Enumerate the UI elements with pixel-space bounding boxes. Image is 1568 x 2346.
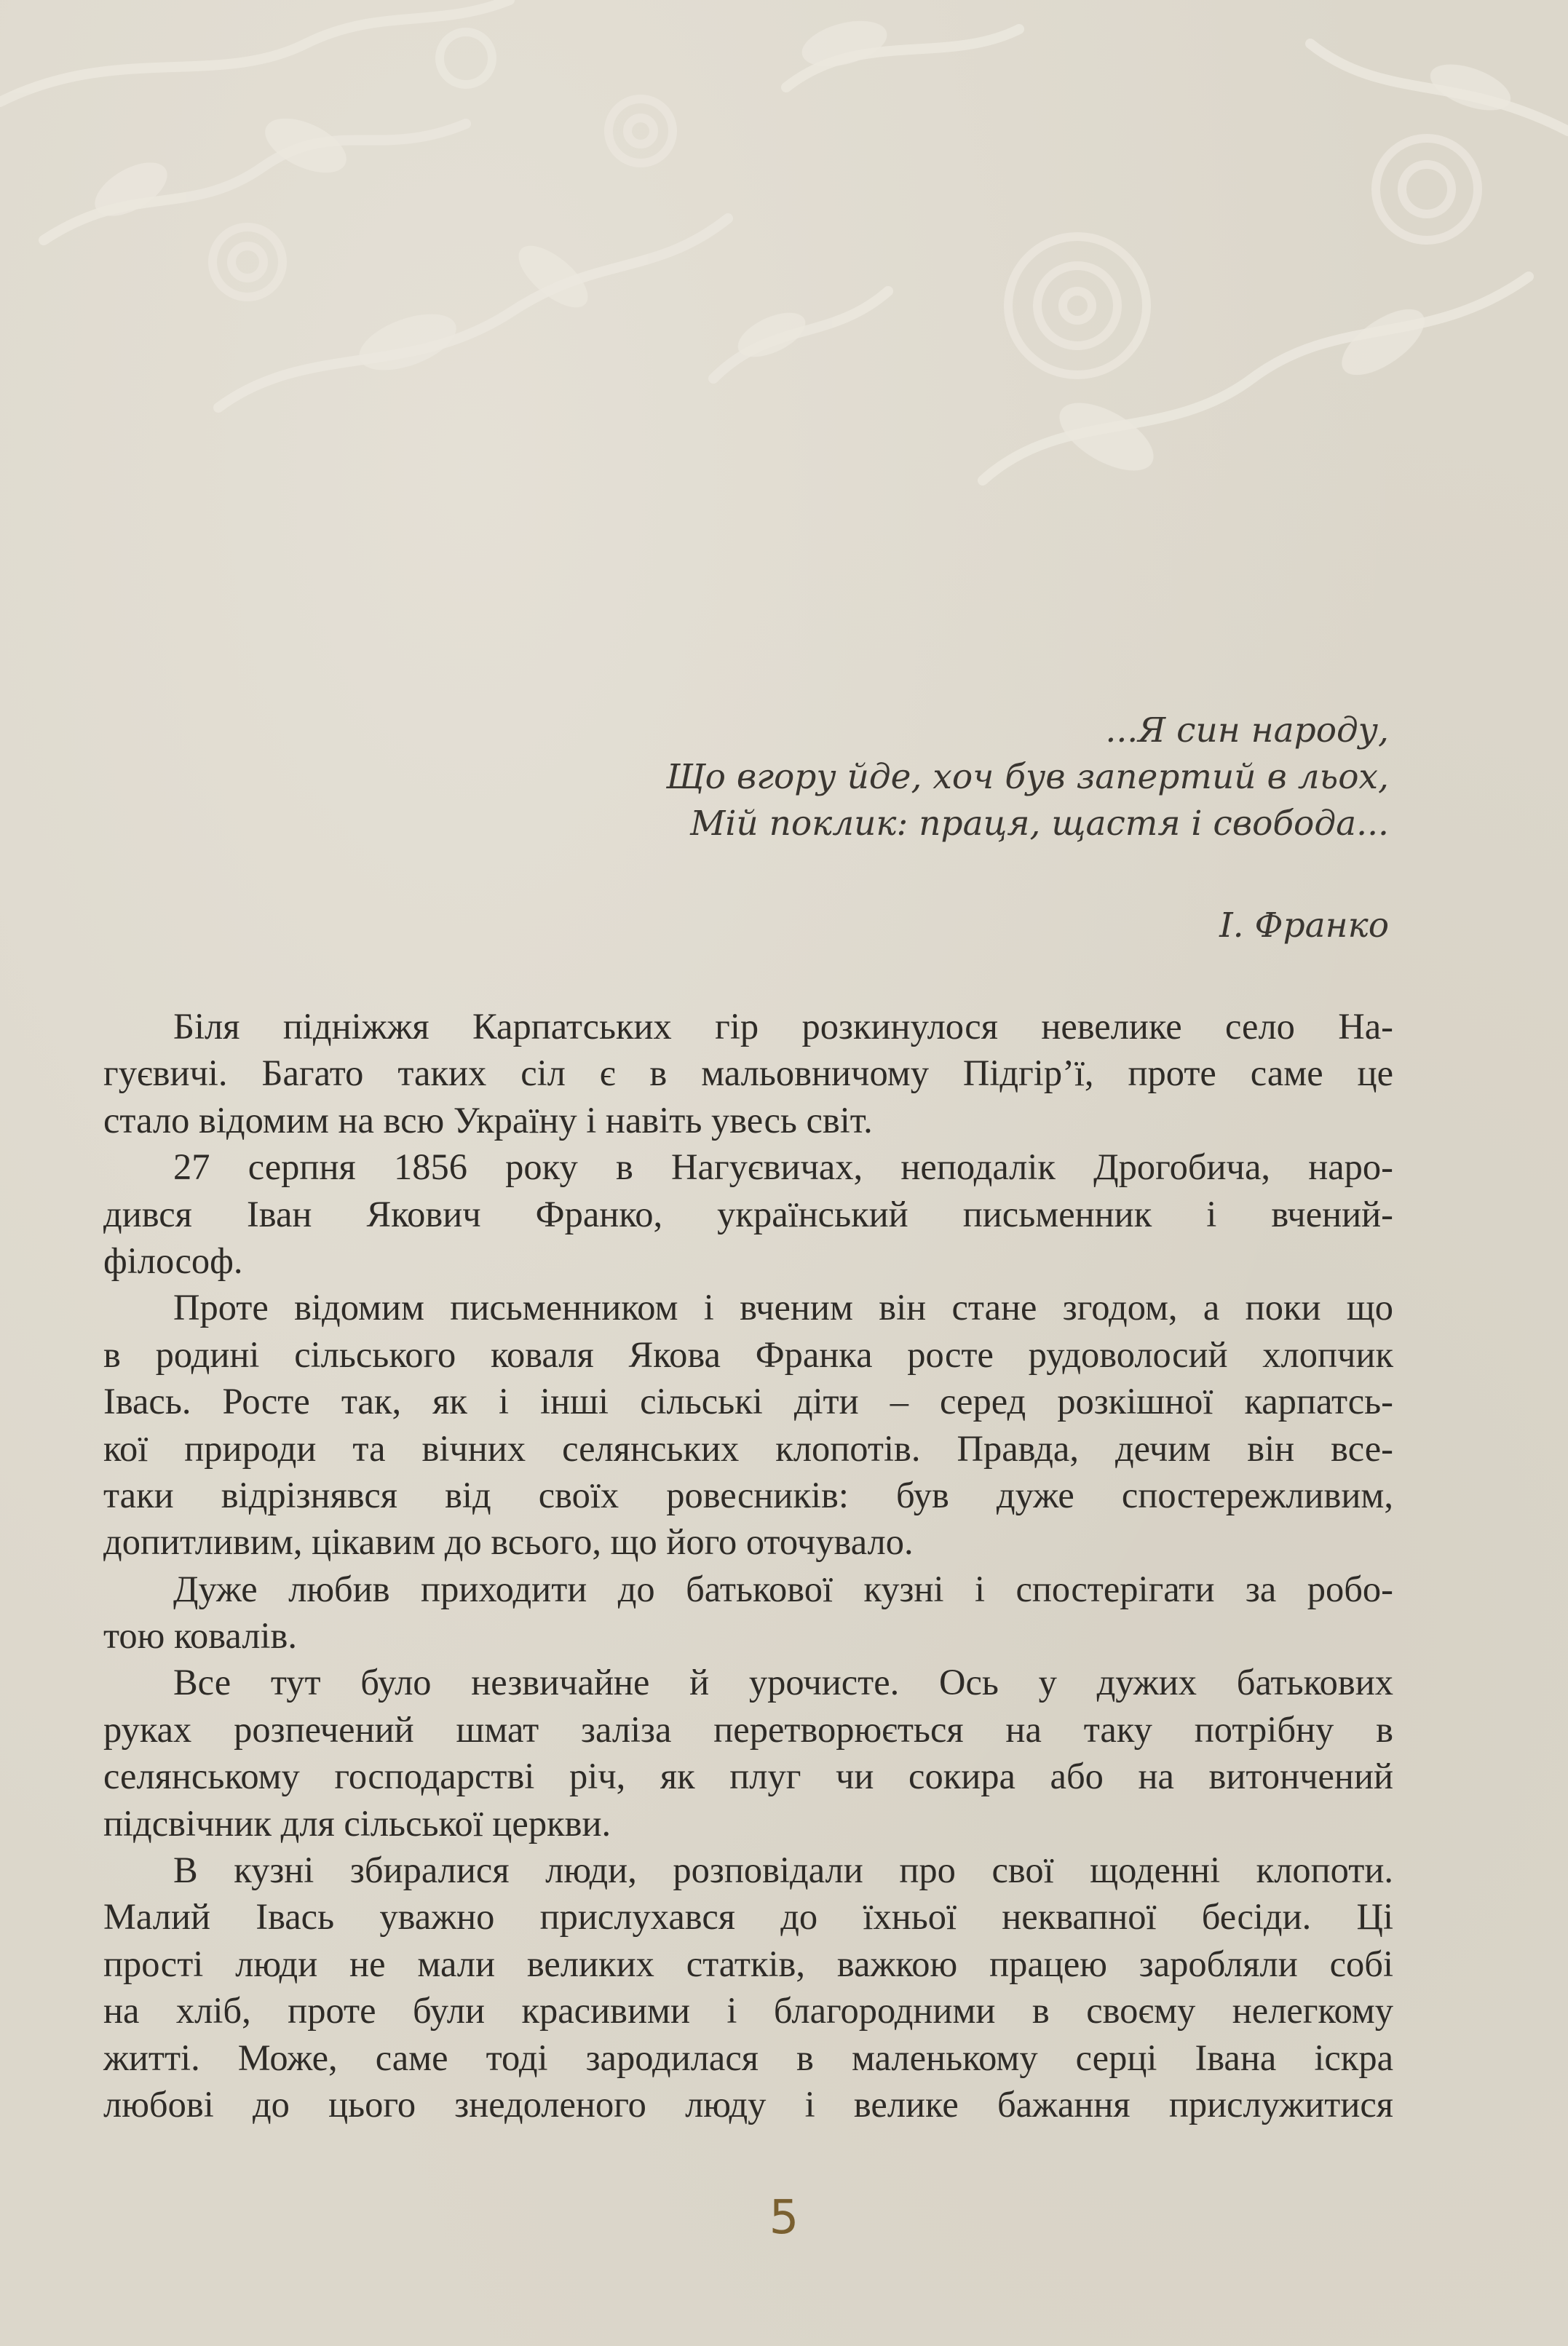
text-line: підсвічник для сільської церкви. <box>103 1802 611 1844</box>
epigraph-line: ...Я син народу, <box>1105 710 1389 750</box>
text-line: кої природи та вічних селянських клопотів. Правда, дечим він все- <box>103 1427 1393 1469</box>
body-text <box>103 1003 1393 2128</box>
text-line: Все тут було незвичайне й урочисте. Ось у дужих батькових <box>173 1662 1393 1703</box>
text-line: прості люди не мали великих статків, важкою працею заробляли собі <box>103 1943 1393 1984</box>
epigraph-author: І. Франко <box>1219 905 1389 946</box>
text-line: Дуже любив приходити до батькової кузні і спостерігати за робо- <box>173 1568 1393 1609</box>
epigraph-line: Що вгору йде, хоч був запертий в льох, <box>666 757 1389 797</box>
text-line: тою ковалів. <box>103 1615 297 1657</box>
text-line: Біля підніжжя Карпатських гір розкинулося невелике село На- <box>173 1006 1393 1047</box>
page-number: 5 <box>769 2191 799 2245</box>
text-line: на хліб, проте були красивими і благородними в своєму нелегкому <box>103 1990 1393 2032</box>
text-line: Івась. Росте так, як і інші сільські діти – серед розкішної карпатсь- <box>103 1381 1393 1422</box>
text-line: стало відомим на всю Україну і навіть увесь світ. <box>103 1099 873 1141</box>
text-line: дився Іван Якович Франко, український письменник і вчений- <box>103 1193 1393 1235</box>
text-line: В кузні збиралися люди, розповідали про свої щоденні клопоти. <box>173 1850 1393 1891</box>
text-line: Малий Івась уважно прислухався до їхньої неквапної бесіди. Ці <box>103 1896 1393 1938</box>
text-line: допитливим, цікавим до всього, що його оточувало. <box>103 1521 914 1563</box>
floral-ornament <box>0 0 1568 655</box>
text-line: таки відрізнявся від своїх ровесників: був дуже спостережливим, <box>103 1474 1393 1515</box>
text-line: 27 серпня 1856 року в Нагуєвичах, неподалік Дрогобича, наро- <box>173 1146 1393 1188</box>
text-line: гуєвичі. Багато таких сіл є в мальовничому Підгір’ї, проте саме це <box>103 1053 1393 1094</box>
text-line: філософ. <box>103 1240 243 1281</box>
text-line: житті. Може, саме тоді зародилася в маленькому серці Івана іскра <box>103 2037 1393 2078</box>
text-line: Проте відомим письменником і вченим він стане згодом, а поки що <box>173 1287 1393 1328</box>
epigraph-line: Мій поклик: праця, щастя і свобода... <box>690 804 1389 844</box>
text-line: любові до цього знедоленого люду і велике бажання прислужитися <box>103 2083 1393 2125</box>
text-line: селянському господарстві річ, як плуг чи сокира або на витончений <box>103 1756 1393 1797</box>
text-line: в родині сільського коваля Якова Франка росте рудоволосий хлопчик <box>103 1334 1393 1375</box>
text-line: руках розпечений шмат заліза перетворюється на таку потрібну в <box>103 1708 1393 1750</box>
epigraph <box>443 708 1389 847</box>
